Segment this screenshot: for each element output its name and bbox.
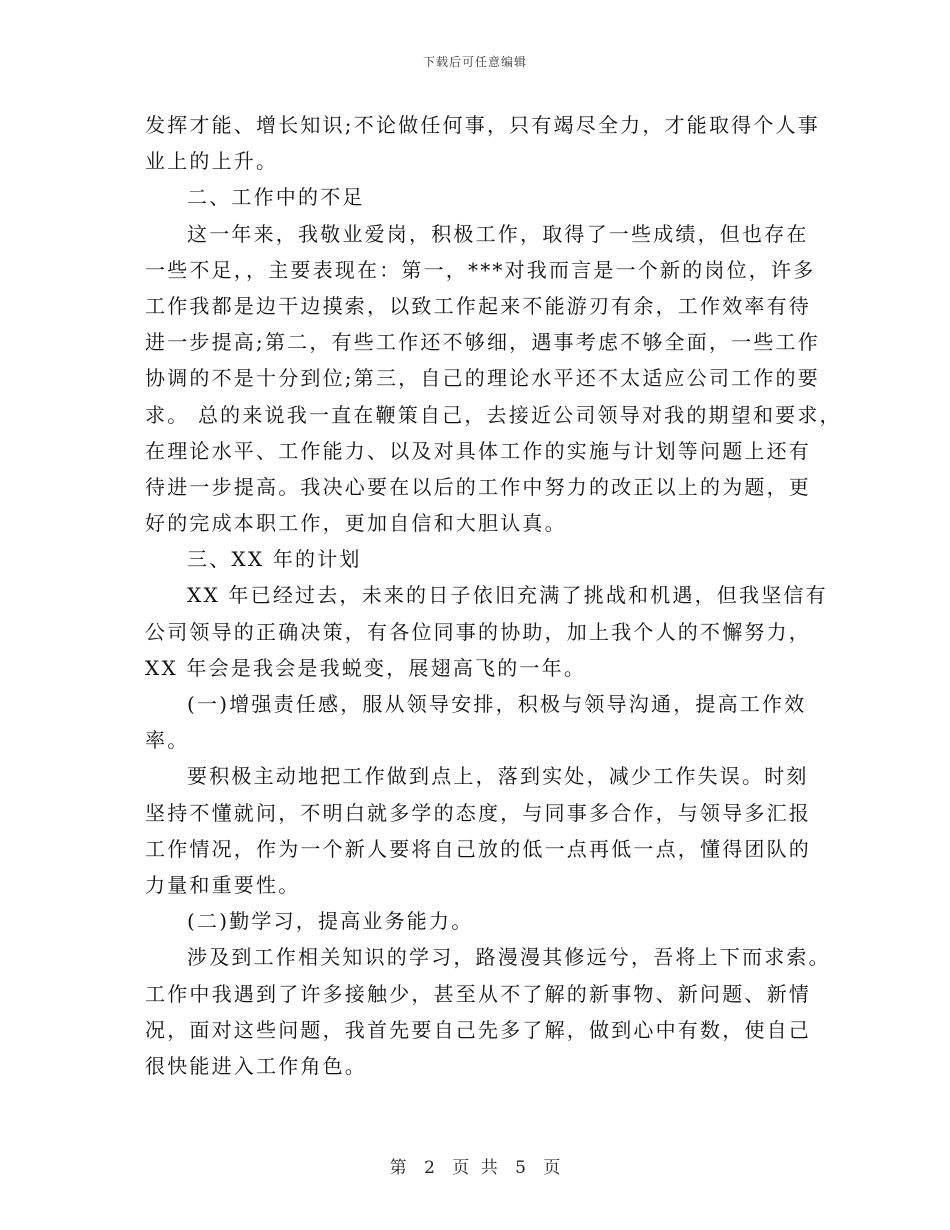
- paragraph-line: 工作中我遇到了许多接触少，甚至从不了解的新事物、新问题、新情: [145, 981, 811, 1006]
- paragraph-line: 这一年来，我敬业爱岗，积极工作，取得了一些成绩，但也存在: [187, 221, 809, 246]
- section-heading: 二、工作中的不足: [187, 185, 365, 210]
- paragraph-line: 进一步提高;第二，有些工作还不够细，遇事考虑不够全面，一些工作: [145, 330, 820, 355]
- paragraph-line: XX 年会是我会是我蜕变，展翅高飞的一年。: [145, 655, 587, 680]
- subsection-heading: (一)增强责任感，服从领导安排，积极与领导沟通，提高工作效: [187, 692, 807, 716]
- paragraph-line: 好的完成本职工作，更加自信和大胆认真。: [145, 511, 567, 536]
- paragraph-line: XX 年已经过去，未来的日子依旧充满了挑战和机遇，但我坚信有: [187, 583, 828, 608]
- page-number-footer: [0, 1153, 950, 1178]
- current-page-number: 2: [424, 1158, 435, 1178]
- paragraph-line: 力量和重要性。: [145, 872, 301, 897]
- paragraph-line: 工作情况，作为一个新人要将自己放的低一点再低一点，懂得团队的: [145, 836, 811, 861]
- subsection-heading: (二)勤学习，提高业务能力。: [187, 909, 474, 934]
- header-note: 下载后可任意编辑: [422, 55, 527, 69]
- paragraph-line: 一些不足，，主要表现在：第一，***对我而言是一个新的岗位，许多: [145, 257, 816, 282]
- paragraph-line: 待进一步提高。我决心要在以后的工作中努力的改正以上的为题，更: [145, 474, 811, 499]
- paragraph-line: 工作我都是边干边摸索，以致工作起来不能游刃有余，工作效率有待: [145, 293, 811, 318]
- section-heading: 三、XX 年的计划: [187, 547, 362, 572]
- paragraph-line: 况，面对这些问题，我首先要自己先多了解，做到心中有数，使自己: [145, 1017, 811, 1042]
- paragraph-line: 坚持不懂就问，不明白就多学的态度，与同事多合作，与领导多汇报: [145, 800, 811, 825]
- page-label-suffix: 页: [543, 1158, 561, 1178]
- paragraph-line: 在理论水平、工作能力、以及对具体工作的实施与计划等问题上还有: [145, 438, 811, 463]
- paragraph-line: 要积极主动地把工作做到点上，落到实处，减少工作失误。时刻: [187, 764, 809, 789]
- page-label-prefix: 第: [389, 1158, 407, 1178]
- paragraph-line: 公司领导的正确决策，有各位同事的协助，加上我个人的不懈努力，: [145, 619, 811, 644]
- paragraph-line: 协调的不是十分到位;第三，自己的理论水平还不太适应公司工作的要: [145, 366, 820, 391]
- paragraph-line: 涉及到工作相关知识的学习，路漫漫其修远兮，吾将上下而求索。: [187, 945, 831, 970]
- paragraph-line: 率。: [145, 728, 190, 753]
- paragraph-line: 求。 总的来说我一直在鞭策自己，去接近公司领导对我的期望和要求，: [145, 402, 842, 427]
- paragraph-line: 很快能进入工作角色。: [145, 1053, 367, 1078]
- document-body: [145, 107, 842, 1084]
- paragraph-line: 业上的上升。: [145, 149, 279, 174]
- page-label-mid: 页 共: [452, 1158, 498, 1178]
- paragraph-line: 发挥才能、增长知识;不论做任何事，只有竭尽全力，才能取得个人事: [145, 113, 820, 137]
- total-pages-number: 5: [515, 1158, 526, 1178]
